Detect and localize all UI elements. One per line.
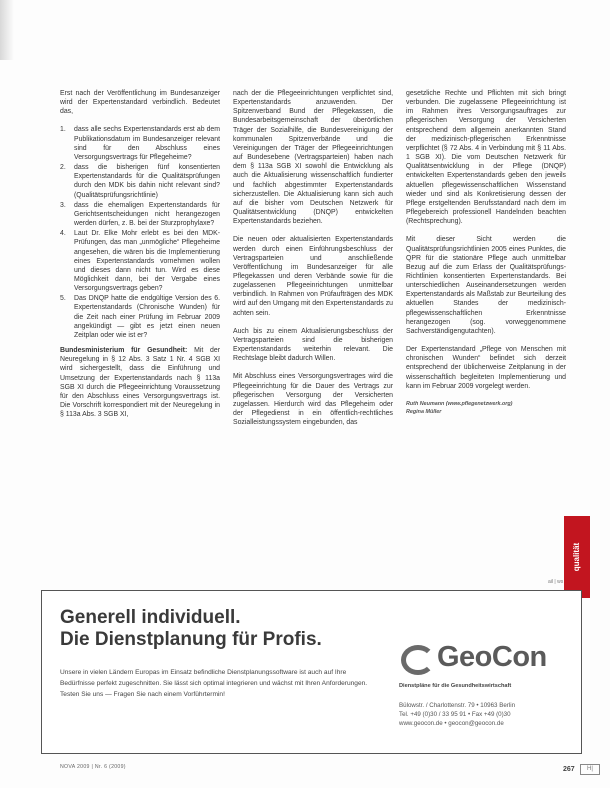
side-note: ail | ws	[548, 579, 564, 585]
article-column-1	[60, 89, 220, 428]
answer-lead: Bundesministerium für Gesundheit:	[60, 347, 188, 355]
ad-contact: Bülowstr. / Charlottenstr. 79 • 10963 Berlin Tel. +49 (0)30 / 33 95 91 • Fax +49 (0)30 www.geocon.de • geocon@geocon.de	[399, 702, 516, 727]
publisher-mark-icon: H|	[580, 764, 600, 775]
body-paragraph: Mit Abschluss eines Versorgungsvertrages wird die Pflegeeinrichtung für die Dauer des Vertrags zur pflegerischen Versorgung der Versicherten zugelassen. Hierdurch wird das Pflegeheim oder der Pflegedienst in ein öffentlich-rechtliches Sozialleistungssystem eingebunden, das	[233, 373, 393, 427]
section-tab-label: qualität	[572, 542, 581, 572]
body-paragraph: Der Expertenstandard „Pflege von Menschen mit chronischen Wunden“ befindet sich derzeit entsprechend der üblicherweise Zeitplanung in der wissenschaftlich begleiteten Implementierung und kann im Februar 2009 vorgelegt werden.	[406, 346, 566, 390]
question-item: 5. Das DNQP hatte die endgültige Version des 6. Expertenstandards (Chronische Wunden) für die Zeit nach einer Prüfung im Februar 2009 angekündigt — gibt es jetzt einen neuen Zeitplan oder wie ist er?	[60, 295, 220, 339]
question-item: 4. Laut Dr. Elke Mohr erlebt es bei den MDK-Prüfungen, das man „unmögliche“ Pflegeheime angesehen, die wären bis die Implementierung eines Expertenstandards vornehmen wollen und dieses dann nicht tun. Wird es diese Möglichkeit dann, bei der Vergabe eines Versorgungsvertrags geben?	[60, 230, 220, 293]
logo-ring-icon	[401, 645, 435, 675]
body-paragraph: gesetzliche Rechte und Pflichten mit sich bringt verbunden. Die zugelassene Pflegeeinrichtung ist im Rahmen ihres Versorgungsauftrages zur pflegerischen Versorgung der Versicherten entsprechend dem allgemein anerkannten Stand der medizinisch-pflegerischen Erkenntnisse verpflichtet (§ 72 Abs. 4 in Verbindung mit § 11 Abs. 1 SGB XI). Die vom Deutschen Netzwerk für Qualitätsentwicklung in der Pflege (DNQP) entwickelten Expertenstandards geben den jeweils aktuellen pflegewissenschaftlichen Wissenstand wieder und sind als Konkretisierung dessen der Pflege erstgeltenden Berufsstandard nach dem im Pflegebereich professionell Handelnden beachten (Rechtsprechung).	[406, 90, 566, 226]
article-column-3	[406, 89, 566, 416]
question-item: 3. dass die ehemaligen Expertenstandards für Gerichtsentscheidungen nicht herangezogen werden dürfen, z. B. bei der Sturzprophylaxe?	[60, 201, 220, 228]
page-number: 267	[563, 766, 575, 773]
question-item: 1. dass alle sechs Expertenstandards erst ab dem Publikationsdatum im Bundesanzeiger relevant sind für den Abschluss eines Versorgungsvertrags für Pflegeheime?	[60, 126, 220, 161]
author-name: Ruth Neumann (www.pflegenetzwerk.org)	[406, 400, 513, 407]
body-paragraph: Die neuen oder aktualisierten Expertenstandards werden durch einen Einführungsbeschluss der Vertragsparteien und anschließende Veröffentlichung im Bundesanzeiger für alle Pflegekassen und deren Verbände sowie für die zugelassenen Pflegeeinrichtungen unmittelbar verbindlich. In Rahmen von Prüfaufträgen des MDK wird auf den Umgang mit den Expertenstandards zu achten sein.	[233, 236, 393, 317]
ad-headline: Generell individuell. Die Dienstplanung für Profis.	[60, 607, 322, 650]
body-paragraph: nach der die Pflegeeinrichtungen verpflichtet sind, Expertenstandards anzuwenden. Der Spitzenverband Bund der Pflegekassen, die Bundesarbeitsgemeinschaft der überörtlichen Träger der Sozialhilfe, die Bundesvereinigung der kommunalen Spitzenverbände und die Vereinigungen der Träger der Pflegeeinrichtungen auf Bundesebene (Vertragsparteien) haben nach dem § 113a SGB XI sowohl die Entwicklung als auch die Aktualisierung wissenschaftlich fundierter und fachlich abgestimmter Expertenstandards sicherzustellen. Die Aktualisierung kann sich auch auf die bisher vom Deutschen Netzwerk für Qualitätsentwicklung (DNQP) entwickelten Expertenstandards beziehen.	[233, 90, 393, 226]
scan-shadow	[0, 0, 14, 60]
author-signature	[406, 400, 566, 416]
answer-paragraph: Bundesministerium für Gesundheit: Mit der Neuregelung in § 12 Abs. 3 Satz 1 Nr. 4 SGB XI wird sichergestellt, dass die Einführung und Umsetzung der Expertenstandards nach § 113a SGB XI durch die Pflegeeinrichtung Voraussetzung für den Abschluss eines Versorgungsvertrags ist. Die Vorschrift korrespondiert mit der Neuregelung in § 113a Abs. 3 SGB XI,	[60, 347, 221, 419]
geocon-logo	[397, 641, 547, 681]
section-tab	[564, 516, 590, 598]
question-list	[60, 125, 220, 340]
ad-body-text: Unsere in vielen Ländern Europas im Einsatz befindliche Dienstplanungssoftware ist auch auf Ihre Bedürfnisse perfekt zugeschnitten. Sie lässt sich optimal integrieren und wächst mit Ihren Anforderungen. Testen Sie uns — Fragen Sie nach einem Vorführtermin!	[60, 669, 368, 698]
logo-wordmark: GeoCon	[437, 641, 547, 673]
article-column-2	[233, 89, 393, 436]
question-item: 2. dass die bisherigen fünf konsentierten Expertenstandards für die Qualitätsprüfungen durch den MDK bis dahin nicht relevant sind? (Qualitätsprüfungsrichtlinie)	[60, 164, 220, 199]
advertisement	[41, 590, 582, 754]
author-name: Regina Müller	[406, 408, 442, 415]
journal-footer: NOVA 2009 | Nr. 6 (2009)	[60, 764, 126, 770]
body-paragraph: Mit dieser Sicht werden die Qualitätsprüfungsrichtlinien 2005 eines Punktes, die QPR für die stationäre Pflege auch unmittelbar Bezug auf die zum Erlass der Qualitätsprüfungs-Richtlinien konsentierten Expertenstandards. Bei unterschiedlichen Auseinandersetzungen werden Expertenstandards als Maßstab zur Beurteilung des aktuellen Standes der medizinisch-pflegewissenschaftlichen Erkenntnisse herangezogen (sog. vorweggenommene Sachverständigengutachten).	[406, 236, 566, 335]
logo-tagline: Dienstpläne für die Gesundheitswirtschaft	[399, 683, 512, 689]
body-paragraph: Auch bis zu einem Aktualisierungsbeschluss der Vertragsparteien sind die bisherigen Expertenstandards weiterhin relevant. Die Rechtslage bleibt dadurch Willen.	[233, 327, 393, 363]
question-intro: Erst nach der Veröffentlichung im Bundesanzeiger wird der Expertenstandard verbindlich. Bedeutet das,	[60, 90, 220, 116]
